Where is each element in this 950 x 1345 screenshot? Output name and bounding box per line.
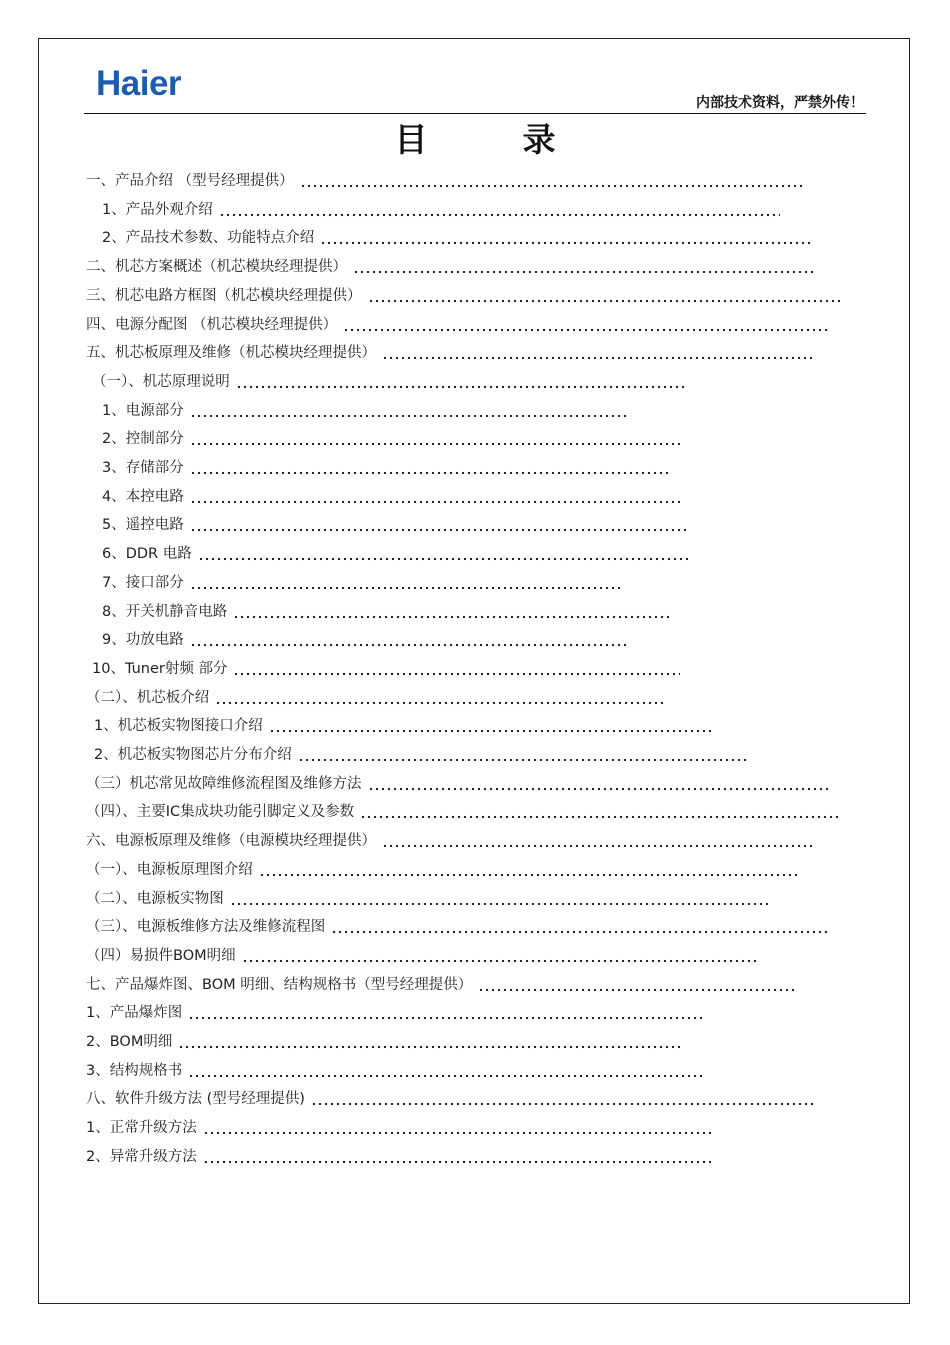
toc-entry[interactable] [86, 774, 830, 794]
toc-dot-leader [311, 1089, 814, 1109]
toc-entry-label: 二、机芯方案概述（机芯模块经理提供） [86, 259, 347, 275]
toc-dot-leader [298, 745, 748, 765]
toc-dot-leader [382, 343, 814, 363]
toc-entry[interactable] [94, 716, 714, 736]
toc-dot-leader [190, 573, 622, 593]
toc-entry-label: 1、电源部分 [102, 403, 184, 419]
toc-entry[interactable] [86, 343, 814, 363]
toc-entry[interactable] [102, 544, 688, 564]
toc-dot-leader [368, 286, 841, 306]
toc-entry-label: 9、功放电路 [102, 632, 184, 648]
toc-entry-label: 1、产品外观介绍 [102, 202, 213, 218]
toc-entry-label: 7、接口部分 [102, 575, 184, 591]
toc-entry-label: 1、正常升级方法 [86, 1120, 197, 1136]
toc-entry-label: （二）、机芯板介绍 [86, 690, 210, 706]
toc-entry[interactable] [102, 228, 814, 248]
toc-dot-leader [190, 630, 630, 650]
toc-entry-label: （一）、电源板原理图介绍 [86, 862, 253, 878]
header-divider [84, 113, 866, 114]
toc-dot-leader [188, 1003, 706, 1023]
toc-entry-label: 三、机芯电路方框图（机芯模块经理提供） [86, 288, 362, 304]
toc-dot-leader [236, 372, 688, 392]
toc-title-char-2: 录 [522, 120, 556, 159]
toc-entry[interactable] [86, 831, 814, 851]
haier-logo: Haier [96, 64, 182, 103]
toc-dot-leader [360, 802, 840, 822]
toc-entry[interactable] [102, 515, 688, 535]
toc-entry-label: 8、开关机静音电路 [102, 604, 228, 620]
toc-entry[interactable] [102, 429, 680, 449]
toc-entry[interactable] [86, 315, 830, 335]
toc-entry-label: 1、机芯板实物图接口介绍 [94, 718, 263, 734]
toc-entry-label: 五、机芯板原理及维修（机芯模块经理提供） [86, 345, 376, 361]
toc-dot-leader [343, 315, 830, 335]
toc-entry-label: 一、产品介绍 （型号经理提供） [86, 173, 294, 189]
toc-entry-label: 七、产品爆炸图、BOM 明细、结构规格书（型号经理提供） [86, 977, 473, 993]
toc-dot-leader [190, 429, 680, 449]
toc-entry[interactable] [86, 860, 798, 880]
toc-entry[interactable] [86, 1032, 680, 1052]
toc-title-char-1: 目 [394, 120, 428, 159]
toc-entry[interactable] [102, 487, 680, 507]
toc-entry[interactable] [86, 889, 772, 909]
toc-dot-leader [203, 1118, 714, 1138]
toc-entry-label: （二）、电源板实物图 [86, 891, 224, 907]
toc-entry[interactable] [86, 975, 794, 995]
toc-entry-label: （四）、主要IC集成块功能引脚定义及参数 [86, 804, 355, 820]
toc-dot-leader [190, 458, 672, 478]
toc-entry-label: 2、控制部分 [102, 431, 184, 447]
toc-entry[interactable] [86, 917, 830, 937]
toc-dot-leader [233, 659, 680, 679]
toc-entry[interactable] [102, 401, 630, 421]
toc-entry[interactable] [86, 1147, 714, 1167]
toc-dot-leader [320, 228, 814, 248]
toc-entry[interactable] [86, 946, 756, 966]
toc-dot-leader [233, 602, 672, 622]
toc-dot-leader [190, 515, 688, 535]
toc-entry-label: 2、机芯板实物图芯片分布介绍 [94, 747, 292, 763]
toc-entry[interactable] [92, 659, 680, 679]
toc-entry[interactable] [86, 1089, 814, 1109]
toc-dot-leader [269, 716, 714, 736]
toc-entry[interactable] [92, 372, 688, 392]
toc-entry[interactable] [86, 802, 840, 822]
toc-entry-label: （三）、电源板维修方法及维修流程图 [86, 919, 326, 935]
toc-entry-label: （三）机芯常见故障维修流程图及维修方法 [86, 776, 362, 792]
toc-dot-leader [353, 257, 814, 277]
toc-entry[interactable] [94, 745, 748, 765]
toc-entry[interactable] [102, 200, 780, 220]
toc-entry[interactable] [86, 1118, 714, 1138]
toc-dot-leader [331, 917, 830, 937]
toc-entry-label: （四）易损件BOM明细 [86, 948, 236, 964]
toc-entry-label: 2、产品技术参数、功能特点介绍 [102, 230, 315, 246]
toc-entry-label: 10、Tuner射频 部分 [92, 661, 228, 677]
toc-title [0, 119, 950, 161]
toc-dot-leader [242, 946, 756, 966]
toc-dot-leader [300, 171, 806, 191]
toc-entry-label: （一）、机芯原理说明 [92, 374, 230, 390]
toc-entry[interactable] [102, 458, 672, 478]
toc-dot-leader [198, 544, 688, 564]
toc-dot-leader [203, 1147, 714, 1167]
toc-entry-label: 5、遥控电路 [102, 517, 184, 533]
toc-dot-leader [190, 487, 680, 507]
toc-entry[interactable] [86, 688, 664, 708]
toc-dot-leader [230, 889, 772, 909]
toc-entry-label: 四、电源分配图 （机芯模块经理提供） [86, 317, 338, 333]
toc-entry[interactable] [102, 602, 672, 622]
toc-dot-leader [368, 774, 831, 794]
toc-dot-leader [219, 200, 780, 220]
toc-entry[interactable] [102, 630, 630, 650]
toc-entry-label: 八、软件升级方法 (型号经理提供) [86, 1091, 305, 1107]
toc-dot-leader [259, 860, 798, 880]
toc-entry[interactable] [102, 573, 622, 593]
toc-entry-label: 1、产品爆炸图 [86, 1005, 183, 1021]
toc-dot-leader [382, 831, 814, 851]
toc-dot-leader [478, 975, 794, 995]
toc-entry[interactable] [86, 286, 840, 306]
toc-dot-leader [188, 1061, 706, 1081]
toc-dot-leader [190, 401, 630, 421]
toc-entry-label: 2、BOM明细 [86, 1034, 173, 1050]
toc-entry-label: 3、结构规格书 [86, 1063, 183, 1079]
toc-entry[interactable] [86, 171, 806, 191]
toc-dot-leader [178, 1032, 680, 1052]
toc-entry[interactable] [86, 1003, 706, 1023]
toc-dot-leader [215, 688, 664, 708]
toc-entry-label: 3、存储部分 [102, 460, 184, 476]
toc-entry-label: 六、电源板原理及维修（电源模块经理提供） [86, 833, 376, 849]
toc-entry-label: 6、DDR 电路 [102, 546, 192, 562]
toc-entry[interactable] [86, 257, 814, 277]
confidential-notice: 内部技术资料，严禁外传！ [696, 95, 864, 111]
toc-entry-label: 2、异常升级方法 [86, 1149, 197, 1165]
toc-entry[interactable] [86, 1061, 706, 1081]
toc-entry-label: 4、本控电路 [102, 489, 184, 505]
